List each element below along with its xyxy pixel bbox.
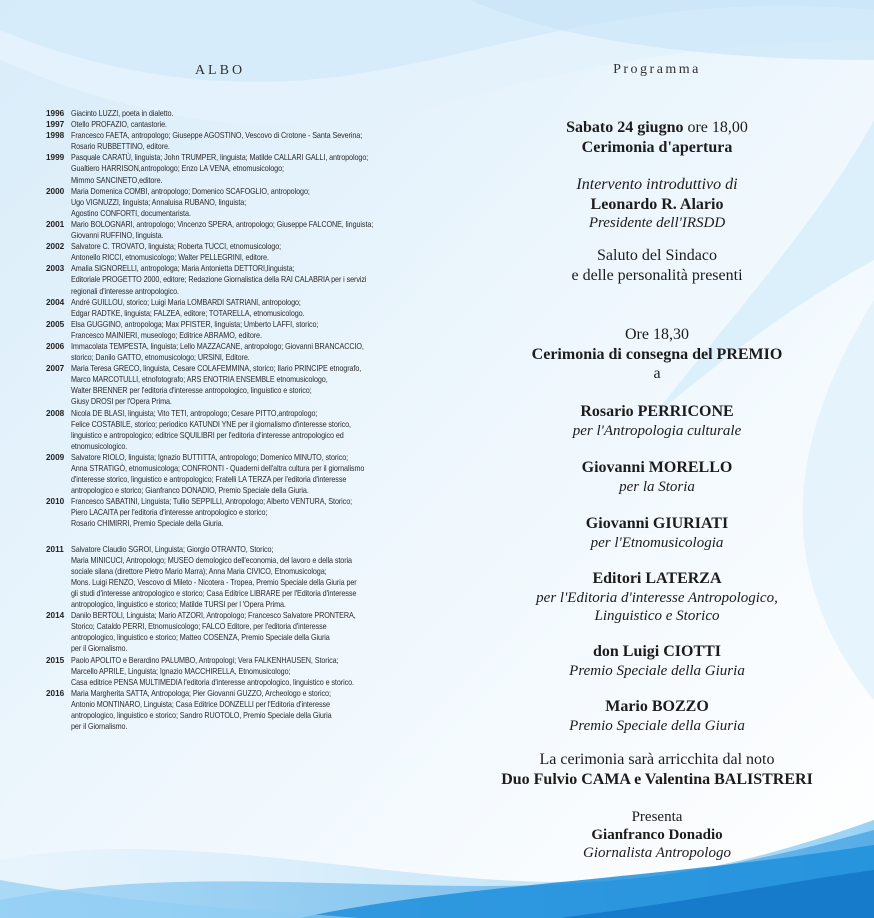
- albo-entry-line: Marco MARCOTULLI, etnofotografo; ARS ENOTRIA ENSEMBLE etnomusicologo,: [71, 375, 328, 385]
- albo-entry-line: Antonello RICCI, etnomusicologo; Walter PELLEGRINI, editore.: [71, 253, 269, 263]
- albo-entry: [46, 108, 406, 119]
- albo-entry-line: Danilo BERTOLI, Linguista; Mario ATZORI, Antropologo; Francesco Salvatore PRONTERA,: [71, 611, 356, 621]
- albo-entry-line: etnomusicologico.: [71, 441, 128, 451]
- albo-year: 2011: [46, 544, 64, 554]
- winner-reason: Linguistico e Storico: [594, 607, 720, 624]
- albo-year: 2014: [46, 611, 65, 621]
- albo-entry-line: antropologico, linguistico e storico; Sandro RUOTOLO, Premio Speciale della Giuria: [71, 710, 332, 720]
- albo-title: ALBO: [194, 63, 246, 78]
- albo-entry-line: Francesco MAINIERI, museologo; Editrice ABRAMO, editore.: [71, 330, 262, 340]
- albo-year: 2016: [46, 688, 65, 698]
- albo-entry: [46, 152, 406, 185]
- albo-year: 2003: [46, 264, 65, 274]
- albo-entry-text: [71, 297, 406, 319]
- albo-entry-line: storico; Danilo GATTO, etnomusicologo; URSINI, Editore.: [71, 353, 250, 363]
- albo-entry-text: [71, 688, 406, 732]
- albo-entry-line: Salvatore C. TROVATO, linguista; Roberta TUCCI, etnomusicologo;: [71, 242, 282, 252]
- albo-entry-line: Maria Teresa GRECO, linguista, Cesare COLAFEMMINA, storico; Ilario PRINCIPE etnografo,: [71, 364, 362, 374]
- albo-entry-text: [71, 108, 406, 119]
- intro-role: Presidente dell'IRSDD: [588, 215, 726, 231]
- albo-entry: [46, 297, 406, 319]
- albo-entry-line: Storico; Cataldo PERRI, Etnomusicologo; FALCO Editore, per l'editoria d'interesse: [71, 622, 327, 632]
- albo-entry-line: Casa editrice PENSA MULTIMEDIA l'editoria d'interesse antropologico, linguistico e storico.: [71, 677, 354, 687]
- albo-entry-line: antropologico, linguistico e storico; Matilde TURSI per l 'Opera Prima.: [71, 600, 286, 610]
- winner-reason: per l'Etnomusicologia: [590, 534, 724, 551]
- albo-entry: [46, 610, 406, 654]
- albo-year: 2006: [46, 341, 65, 351]
- albo-entry-line: Rosario CHIMIRRI, Premio Speciale della Giuria.: [71, 519, 224, 529]
- albo-entry: [46, 363, 406, 407]
- programma-title: Programma: [613, 62, 701, 77]
- greeting-line-2: e delle personalità presenti: [571, 266, 743, 284]
- albo-entry-text: [71, 452, 406, 496]
- presenta-label: Presenta: [631, 809, 683, 825]
- opening-ceremony: Cerimonia d'apertura: [581, 138, 733, 156]
- albo-entry-line: André GUILLOU, storico; Luigi Maria LOMBARDI SATRIANI, antropologo;: [71, 297, 301, 307]
- award-title: Cerimonia di consegna del PREMIO: [531, 345, 783, 363]
- albo-entry-line: Francesco SABATINI, Linguista; Tullio SEPPILLI, Antropologo; Alberto VENTURA, Storico;: [71, 497, 353, 507]
- albo-entry-line: Editoriale PROGETTO 2000, editore; Redazione Giornalistica della RAI CALABRIA per i servizi: [71, 275, 367, 285]
- albo-year: 1999: [46, 153, 65, 163]
- winner-6: [440, 697, 874, 735]
- albo-entry-text: [71, 408, 406, 452]
- event-time: ore 18,00: [683, 119, 748, 136]
- albo-entry-text: [71, 119, 406, 130]
- albo-entry-line: Pasquale CARATÙ, linguista; John TRUMPER, linguista; Matilde CALLARI GALLI, antropologo;: [71, 153, 369, 163]
- albo-entry-line: antropologico e storico; Gianfranco DONADIO, Premio Speciale della Giuria.: [71, 486, 309, 496]
- albo-entry-text: [71, 655, 406, 688]
- albo-entry-line: Felice COSTABILE, storico; periodico KATUNDI YNE per il giornalismo d'interesse storico,: [71, 419, 351, 429]
- albo-entry: [46, 119, 406, 130]
- greeting-line-1: Saluto del Sindaco: [597, 247, 717, 264]
- intro-block: [440, 175, 874, 232]
- albo-entry-line: Edgar RADTKE, linguista; FALZEA, editore; TOTARELLA, etnomusicologo.: [71, 308, 305, 318]
- albo-entry-line: Otello PROFAZIO, cantastorie.: [71, 120, 167, 130]
- albo-entry: [46, 496, 406, 529]
- winner-name: don Luigi CIOTTI: [592, 643, 722, 660]
- albo-entry-line: Agostino CONFORTI, documentarista.: [71, 208, 191, 218]
- albo-entry-line: per il Giornalismo.: [71, 644, 128, 654]
- albo-entry: [46, 452, 406, 496]
- albo-entry-line: Nicola DE BLASI, linguista; Vito TETI, antropologo; Cesare PITTO,antropologo;: [71, 408, 318, 418]
- albo-entry-line: Maria Domenica COMBI, antropologo; Domenico SCAFOGLIO, antropologo;: [71, 186, 310, 196]
- albo-entry-text: [71, 363, 406, 407]
- winner-4: [440, 569, 874, 625]
- albo-entry-line: per il Giornalismo.: [71, 722, 128, 732]
- albo-entry-line: Maria Margherita SATTA, Antropologa; Pier Giovanni GUZZO, Archeologo e storico;: [71, 688, 331, 698]
- winner-name: Giovanni MORELLO: [581, 459, 733, 476]
- winner-5: [440, 642, 874, 680]
- albo-entry-line: Mimmo SANCINETO,editore.: [71, 175, 163, 185]
- albo-entry-line: Mons. Luigi RENZO, Vescovo di Mileto - Nicotera - Tropea, Premio Speciale della Giuria per: [71, 577, 357, 587]
- albo-entry-text: [71, 341, 406, 363]
- albo-year: 2009: [46, 452, 65, 462]
- winner-reason: per l'Editoria d'interesse Antropologico,: [536, 589, 778, 606]
- albo-year: 2008: [46, 408, 65, 418]
- albo-entry-line: Amalia SIGNORELLI, antropologa; Maria Antonietta DETTORI,linguista;: [71, 264, 295, 274]
- music-block: [440, 750, 874, 789]
- albo-entry-text: [71, 544, 406, 611]
- albo-entry-line: Paolo APOLITO e Berardino PALUMBO, Antropologi; Vera FALKENHAUSEN, Storica;: [71, 655, 339, 665]
- albo-entry-line: Salvatore Claudio SGROI, Linguista; Giorgio OTRANTO, Storico;: [71, 544, 274, 554]
- albo-entry: [46, 263, 406, 296]
- albo-entry-text: [71, 496, 406, 529]
- albo-entry-line: linguistico e antropologico; editrice SQUILIBRI per l'editoria d'interesse antropologico ed: [71, 430, 344, 440]
- winner-name: Rosario PERRICONE: [580, 403, 734, 420]
- greeting-block: [440, 246, 874, 285]
- albo-entry-line: gli studi d'interesse antropologico e storico; Casa Editrice LIBRARE per l'Editoria d'interesse: [71, 588, 357, 598]
- albo-entry-text: [71, 319, 406, 341]
- albo-list: [46, 108, 406, 732]
- albo-entry-text: [71, 130, 406, 152]
- albo-entry-line: Francesco FAETA, antropologo; Giuseppe AGOSTINO, Vescovo di Crotone - Santa Severina;: [71, 131, 363, 141]
- albo-entry-line: Antonio MONTINARO, Linguista; Casa Editrice DONZELLI per l'Editoria d'interesse: [71, 699, 330, 709]
- albo-entry: [46, 130, 406, 152]
- award-a: a: [653, 365, 661, 382]
- albo-year: 2002: [46, 242, 65, 252]
- albo-entry-line: Piero LACAITA per l'editoria d'interesse antropologico e storico;: [71, 508, 268, 518]
- music-line-2: Duo Fulvio CAMA e Valentina BALISTRERI: [501, 770, 813, 788]
- albo-entry-line: Gualtiero HARRISON,antropologo; Enzo LA VENA, etnomusicologo;: [71, 164, 284, 174]
- albo-entry-line: Salvatore RIOLO, linguista; Ignazio BUTTITTA, antropologo; Domenico MINUTO, storico;: [71, 452, 349, 462]
- albo-entry-text: [71, 263, 407, 296]
- albo-entry: [46, 688, 406, 732]
- albo-year: 1996: [46, 109, 65, 118]
- event-date: Sabato 24 giugno: [566, 119, 684, 136]
- albo-entry-line: Giacinto LUZZI, poeta in dialetto.: [71, 109, 174, 118]
- winner-reason: Premio Speciale della Giuria: [569, 662, 745, 679]
- intro-label: Intervento introduttivo di: [576, 176, 738, 193]
- albo-entry: [46, 186, 406, 219]
- winner-3: [440, 514, 874, 552]
- presenter-name: Gianfranco Donadio: [591, 827, 723, 843]
- albo-entry-line: Elsa GUGGINO, antropologa; Max PFISTER, linguista; Umberto LAFFI, storico;: [71, 319, 319, 329]
- albo-entry: [46, 655, 406, 688]
- presenter-block: [440, 808, 874, 862]
- albo-entry-text: [71, 152, 409, 185]
- albo-entry: [46, 241, 406, 263]
- albo-year: 2010: [46, 497, 65, 507]
- albo-entry-line: d'interesse storico, linguistico e antropologico; Fratelli LA TERZA per l'editoria d'interesse: [71, 475, 347, 485]
- winner-name: Mario BOZZO: [605, 698, 709, 715]
- albo-year: 2015: [46, 655, 65, 665]
- presenter-role: Giornalista Antropologo: [583, 845, 731, 861]
- albo-year: 1997: [46, 120, 65, 130]
- albo-year: 2007: [46, 364, 65, 374]
- albo-year: 2000: [46, 186, 65, 196]
- winner-name: Giovanni GIURIATI: [585, 515, 729, 532]
- albo-entry: [46, 544, 406, 611]
- albo-entry: [46, 408, 406, 452]
- award-time: Ore 18,30: [625, 326, 689, 343]
- albo-entry-text: [71, 241, 406, 263]
- music-line-1: La cerimonia sarà arricchita dal noto: [539, 751, 775, 768]
- albo-year: 2005: [46, 319, 65, 329]
- albo-entry: [46, 219, 406, 241]
- winner-reason: Premio Speciale della Giuria: [569, 717, 745, 734]
- albo-entry-text: [71, 219, 414, 241]
- albo-entry-line: Mario BOLOGNARI, antropologo; Vincenzo SPERA, antropologo; Giuseppe FALCONE, linguista;: [71, 219, 374, 229]
- albo-year: 2001: [46, 219, 65, 229]
- winner-2: [440, 458, 874, 496]
- intro-name: Leonardo R. Alario: [590, 195, 724, 213]
- albo-entry-line: Giusy DROSI per l'Opera Prima.: [71, 397, 172, 407]
- albo-entry-line: antropologico, linguistico e storico; Matteo COSENZA, Premio Speciale della Giuria: [71, 633, 330, 643]
- albo-entry-line: Walter BRENNER per l'editoria d'interesse antropologico, linguistico e storico;: [71, 386, 312, 396]
- winner-reason: per l'Antropologia culturale: [572, 422, 742, 439]
- albo-entry-line: Giovanni RUFFINO, linguista.: [71, 231, 164, 241]
- albo-entry-line: regionali d'interesse antropologico.: [71, 286, 179, 296]
- winner-reason: per la Storia: [619, 478, 695, 495]
- albo-entry-line: Immacolata TEMPESTA, linguista; Lello MAZZACANE, antropologo; Giovanni BRANCACCIO,: [71, 341, 364, 351]
- winner-1: [440, 402, 874, 440]
- albo-year: 1998: [46, 131, 65, 141]
- albo-year: 2004: [46, 297, 65, 307]
- albo-entry-line: sociale silana (direttore Pietro Mario Marra); Anna Maria CIVICO, Etnomusicologa;: [71, 566, 327, 576]
- albo-entry-line: Maria MINICUCI, Antropologo; MUSEO demologico dell'economia, del lavoro e della storia: [71, 555, 352, 565]
- albo-entry: [46, 341, 406, 363]
- albo-entry-line: Rosario RUBBETTINO, editore.: [71, 142, 170, 152]
- date-block: [440, 118, 874, 157]
- albo-entry-text: [71, 610, 406, 654]
- winner-name: Editori LATERZA: [592, 570, 722, 587]
- albo-entry-text: [71, 186, 406, 219]
- albo-entry-line: Ugo VIGNUZZI, linguista; Annaluisa RUBANO, linguista;: [71, 197, 247, 207]
- albo-entry: [46, 319, 406, 341]
- award-block: [440, 325, 874, 384]
- albo-entry-line: Anna STRATIGÒ, etnomusicologa; CONFRONTI - Quaderni dell'altra cultura per il giornalismo: [71, 464, 365, 473]
- albo-entry-line: Marcello APRILE, Linguista; Ignazio MACCHIRELLA, Etnomusicologo;: [71, 666, 291, 676]
